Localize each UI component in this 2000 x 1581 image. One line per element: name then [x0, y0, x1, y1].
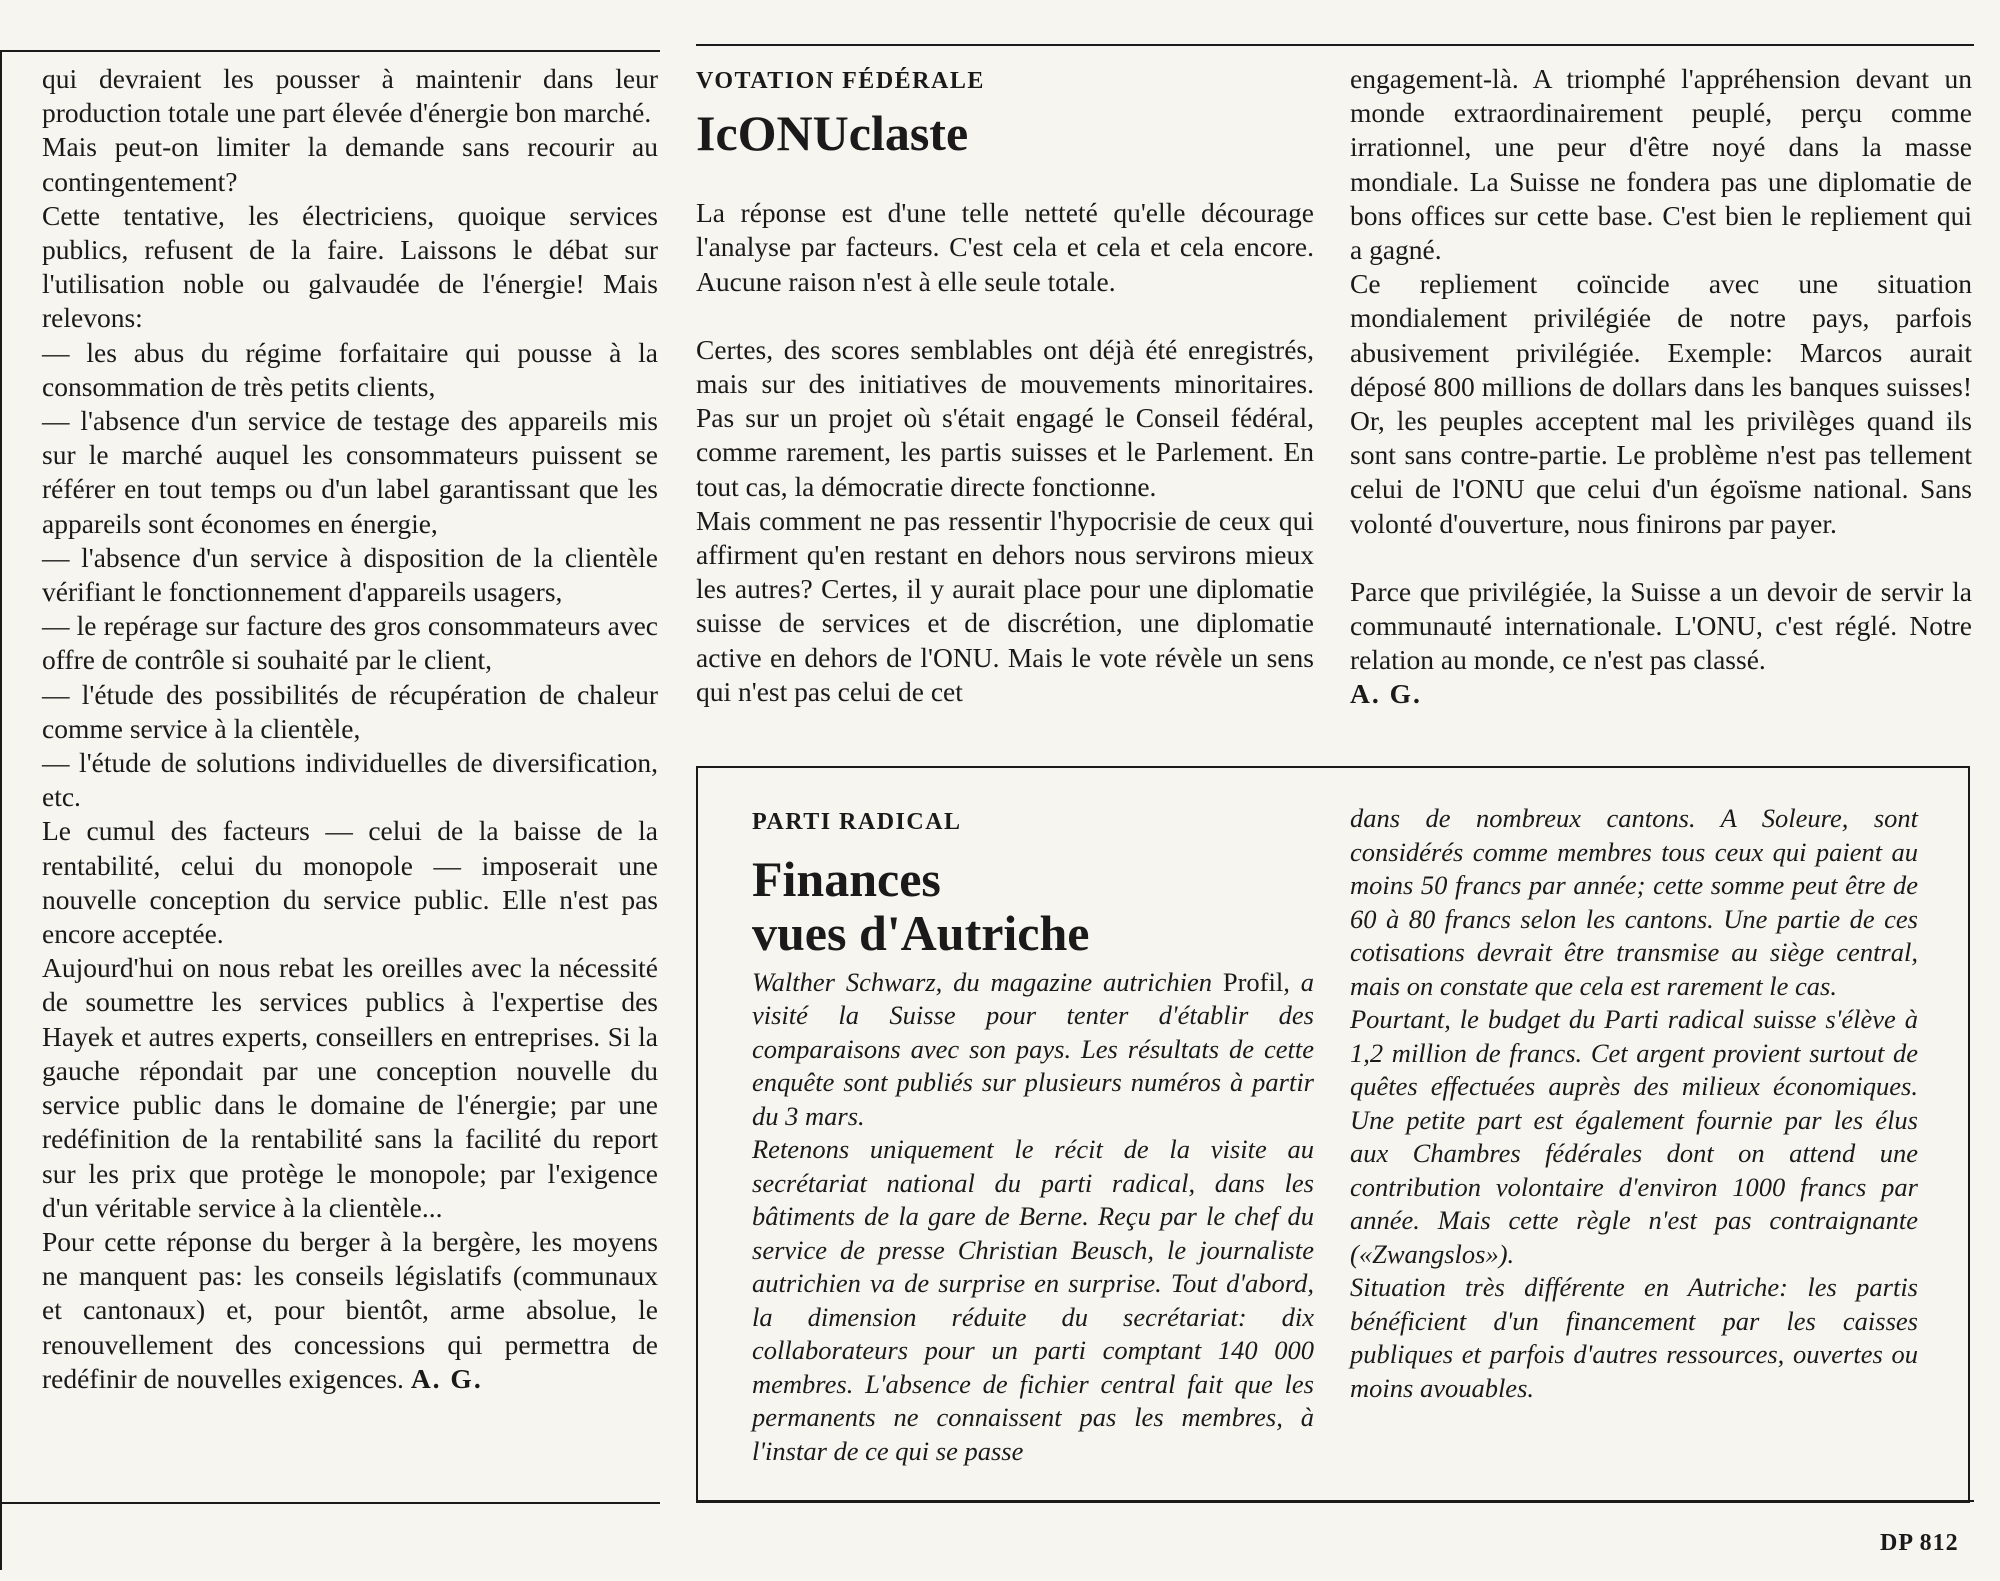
article-kicker: VOTATION FÉDÉRALE — [696, 68, 985, 94]
paragraph: Pourtant, le budget du Parti radical suisse s'élève à 1,2 million de francs. Cet argent provient surtout de quêtes effectuées auprès des milieux économiques. Une petite part est également fournie par les élus aux Chambres fédérales dont on attend une contribution volontaire d'environ 1000 francs par année. Mais cette règle n'est pas contraignante («Zwangslos»). — [1350, 1004, 1918, 1269]
paragraph: dans de nombreux cantons. A Soleure, sont considérés comme membres tous ceux qui paient au moins 50 francs par année; cette somme peut être de 60 à 80 francs selon les cantons. Une partie de ces cotisations devrait être transmise au siège central, mais on constate que cela est rarement le cas. — [1350, 803, 1918, 1001]
paragraph: Aujourd'hui on nous rebat les oreilles avec la nécessité de soumettre les services publics à l'expertise des Hayek et autres experts, conseillers en entreprises. Si la gauche répondait par une conception nouvelle du service public dans le domaine de l'énergie; par une redéfinition de la rentabilité sans la facilité du report sur les prix que protège le monopole; par l'exigence d'un véritable service à la clientèle... — [42, 952, 658, 1223]
paragraph: Retenons uniquement le récit de la visite au secrétariat national du parti radical, dans les bâtiments de la gare de Berne. Reçu par le chef du service de presse Christian Beusch, le journaliste autrichien va de surprise en surprise. Tout d'abord, la dimension réduite du secrétariat: dix collaborateurs pour un parti comptant 140 000 membres. L'absence de fichier central fait que les permanents ne connaissent pas les membres, à l'instar de ce qui se passe — [752, 1134, 1314, 1466]
paragraph: Parce que privilégiée, la Suisse a un devoir de servir la communauté internationale. L'ONU, c'est réglé. Notre relation au monde, ce n'est pas classé. — [1350, 575, 1972, 676]
top-rule-right — [696, 44, 1974, 46]
continued-article-column — [42, 62, 658, 1396]
paragraph: Ce repliement coïncide avec une situation mondialement privilégiée de notre pays, parfois abusivement privilégiée. Exemple: Marcos aurait déposé 800 millions de dollars dans les banques suisses! Or, les peuples acceptent mal les privilèges quand ils sont sans contre-partie. Le problème n'est pas tellement celui de l'ONU que celui d'un égoïsme national. Sans volonté d'ouverture, nous finirons par payer. — [1350, 268, 1972, 539]
author-signature: A. G. — [410, 1362, 483, 1394]
magazine-name: Profil — [1222, 966, 1284, 997]
intro-text-2: , a visité la Suisse pour tenter d'établir des comparaisons avec son pays. Les résultats de cette enquête sont publiés sur plusieurs numéros à partir du 3 mars. — [752, 966, 1315, 1131]
list-item: — l'absence d'un service de testage des appareils mis sur le marché auquel les consommateurs puissent se référer en tout temps ou d'un label garantissant que les appareils sont économes en énergie, — [42, 405, 658, 539]
paragraph: Situation très différente en Autriche: les partis bénéficient d'un financement par les caisses publiques et parfois d'autres ressources, ouvertes ou moins avouables. — [1350, 1272, 1918, 1403]
votation-column-1 — [696, 64, 1314, 709]
paragraph: qui devraient les pousser à maintenir dans leur production totale une part élevée d'énergie bon marché. — [42, 63, 658, 129]
list-item: — l'étude de solutions individuelles de diversification, etc. — [42, 747, 658, 813]
article-headline: IcONUclaste — [696, 105, 969, 162]
intro-text-1: Walther Schwarz, du magazine autrichien — [752, 966, 1223, 997]
paragraph: Mais peut-on limiter la demande sans recourir au contingentement? — [42, 131, 658, 197]
paragraph: Le cumul des facteurs — celui de la baisse de la rentabilité, celui du monopole — imposerait une nouvelle conception du service public. Elle n'est pas encore acceptée. — [42, 815, 658, 950]
paragraph: Cette tentative, les électriciens, quoique services publics, refusent de la faire. Laissons le débat sur l'utilisation noble ou galvaudée de l'énergie! Mais relevons: — [42, 199, 658, 334]
radical-column-1 — [752, 806, 1314, 1468]
list-item: — les abus du régime forfaitaire qui pousse à la consommation de très petits clients, — [42, 336, 658, 402]
bottom-rule-left — [0, 1502, 660, 1504]
list-item: — le repérage sur facture des gros consommateurs avec offre de contrôle si souhaité par le client, — [42, 610, 658, 676]
left-margin-rule — [0, 50, 2, 1570]
paragraph: Certes, des scores semblables ont déjà été enregistrés, mais sur des initiatives de mouvements minoritaires. Pas sur un projet où s'était engagé le Conseil fédéral, comme rarement, les partis suisses et le Parlement. En tout cas, la démocratie directe fonctionne. — [696, 333, 1314, 502]
paragraph-text: Pour cette réponse du berger à la bergère, les moyens ne manquent pas: les conseils législatifs (communaux et cantonaux) et, pour bientôt, arme absolue, le renouvellement des concessions qui permettra de redéfinir de nouvelles exigences. — [42, 1225, 658, 1394]
paragraph — [42, 1225, 658, 1396]
article-headline — [752, 852, 1314, 960]
paragraph: La réponse est d'une telle netteté qu'elle décourage l'analyse par facteurs. C'est cela et cela et cela encore. Aucune raison n'est à elle seule totale. — [696, 197, 1314, 297]
paragraph — [752, 966, 1314, 1134]
author-signature: A. G. — [1350, 678, 1422, 710]
paragraph: engagement-là. A triomphé l'appréhension devant un monde extraordinairement peuplé, perçu comme irrationnel, une peur d'être noyé dans la masse mondiale. La Suisse ne fondera pas une diplomatie de bons offices sur cette base. C'est bien le repliement qui a gagné. — [1350, 63, 1972, 266]
article-kicker: PARTI RADICAL — [752, 809, 962, 835]
top-rule-left — [0, 50, 660, 52]
list-item: — l'étude des possibilités de récupération de chaleur comme service à la clientèle, — [42, 678, 658, 744]
list-item: — l'absence d'un service à disposition de la clientèle vérifiant le fonctionnement d'appareils usagers, — [42, 541, 658, 608]
headline-line-1: Finances — [752, 850, 941, 907]
page-reference: DP 812 — [1880, 1530, 1959, 1556]
votation-column-2 — [1350, 62, 1972, 712]
headline-line-2: vues d'Autriche — [752, 904, 1090, 961]
paragraph: Mais comment ne pas ressentir l'hypocrisie de ceux qui affirment qu'en restant en dehors nous servirons mieux les autres? Certes, il y aurait place pour une diplomatie suisse de services et de discrétion, une diplomatie active en dehors de l'ONU. Mais le vote révèle un sens qui n'est pas celui de cet — [696, 504, 1314, 707]
radical-column-2 — [1350, 802, 1918, 1405]
